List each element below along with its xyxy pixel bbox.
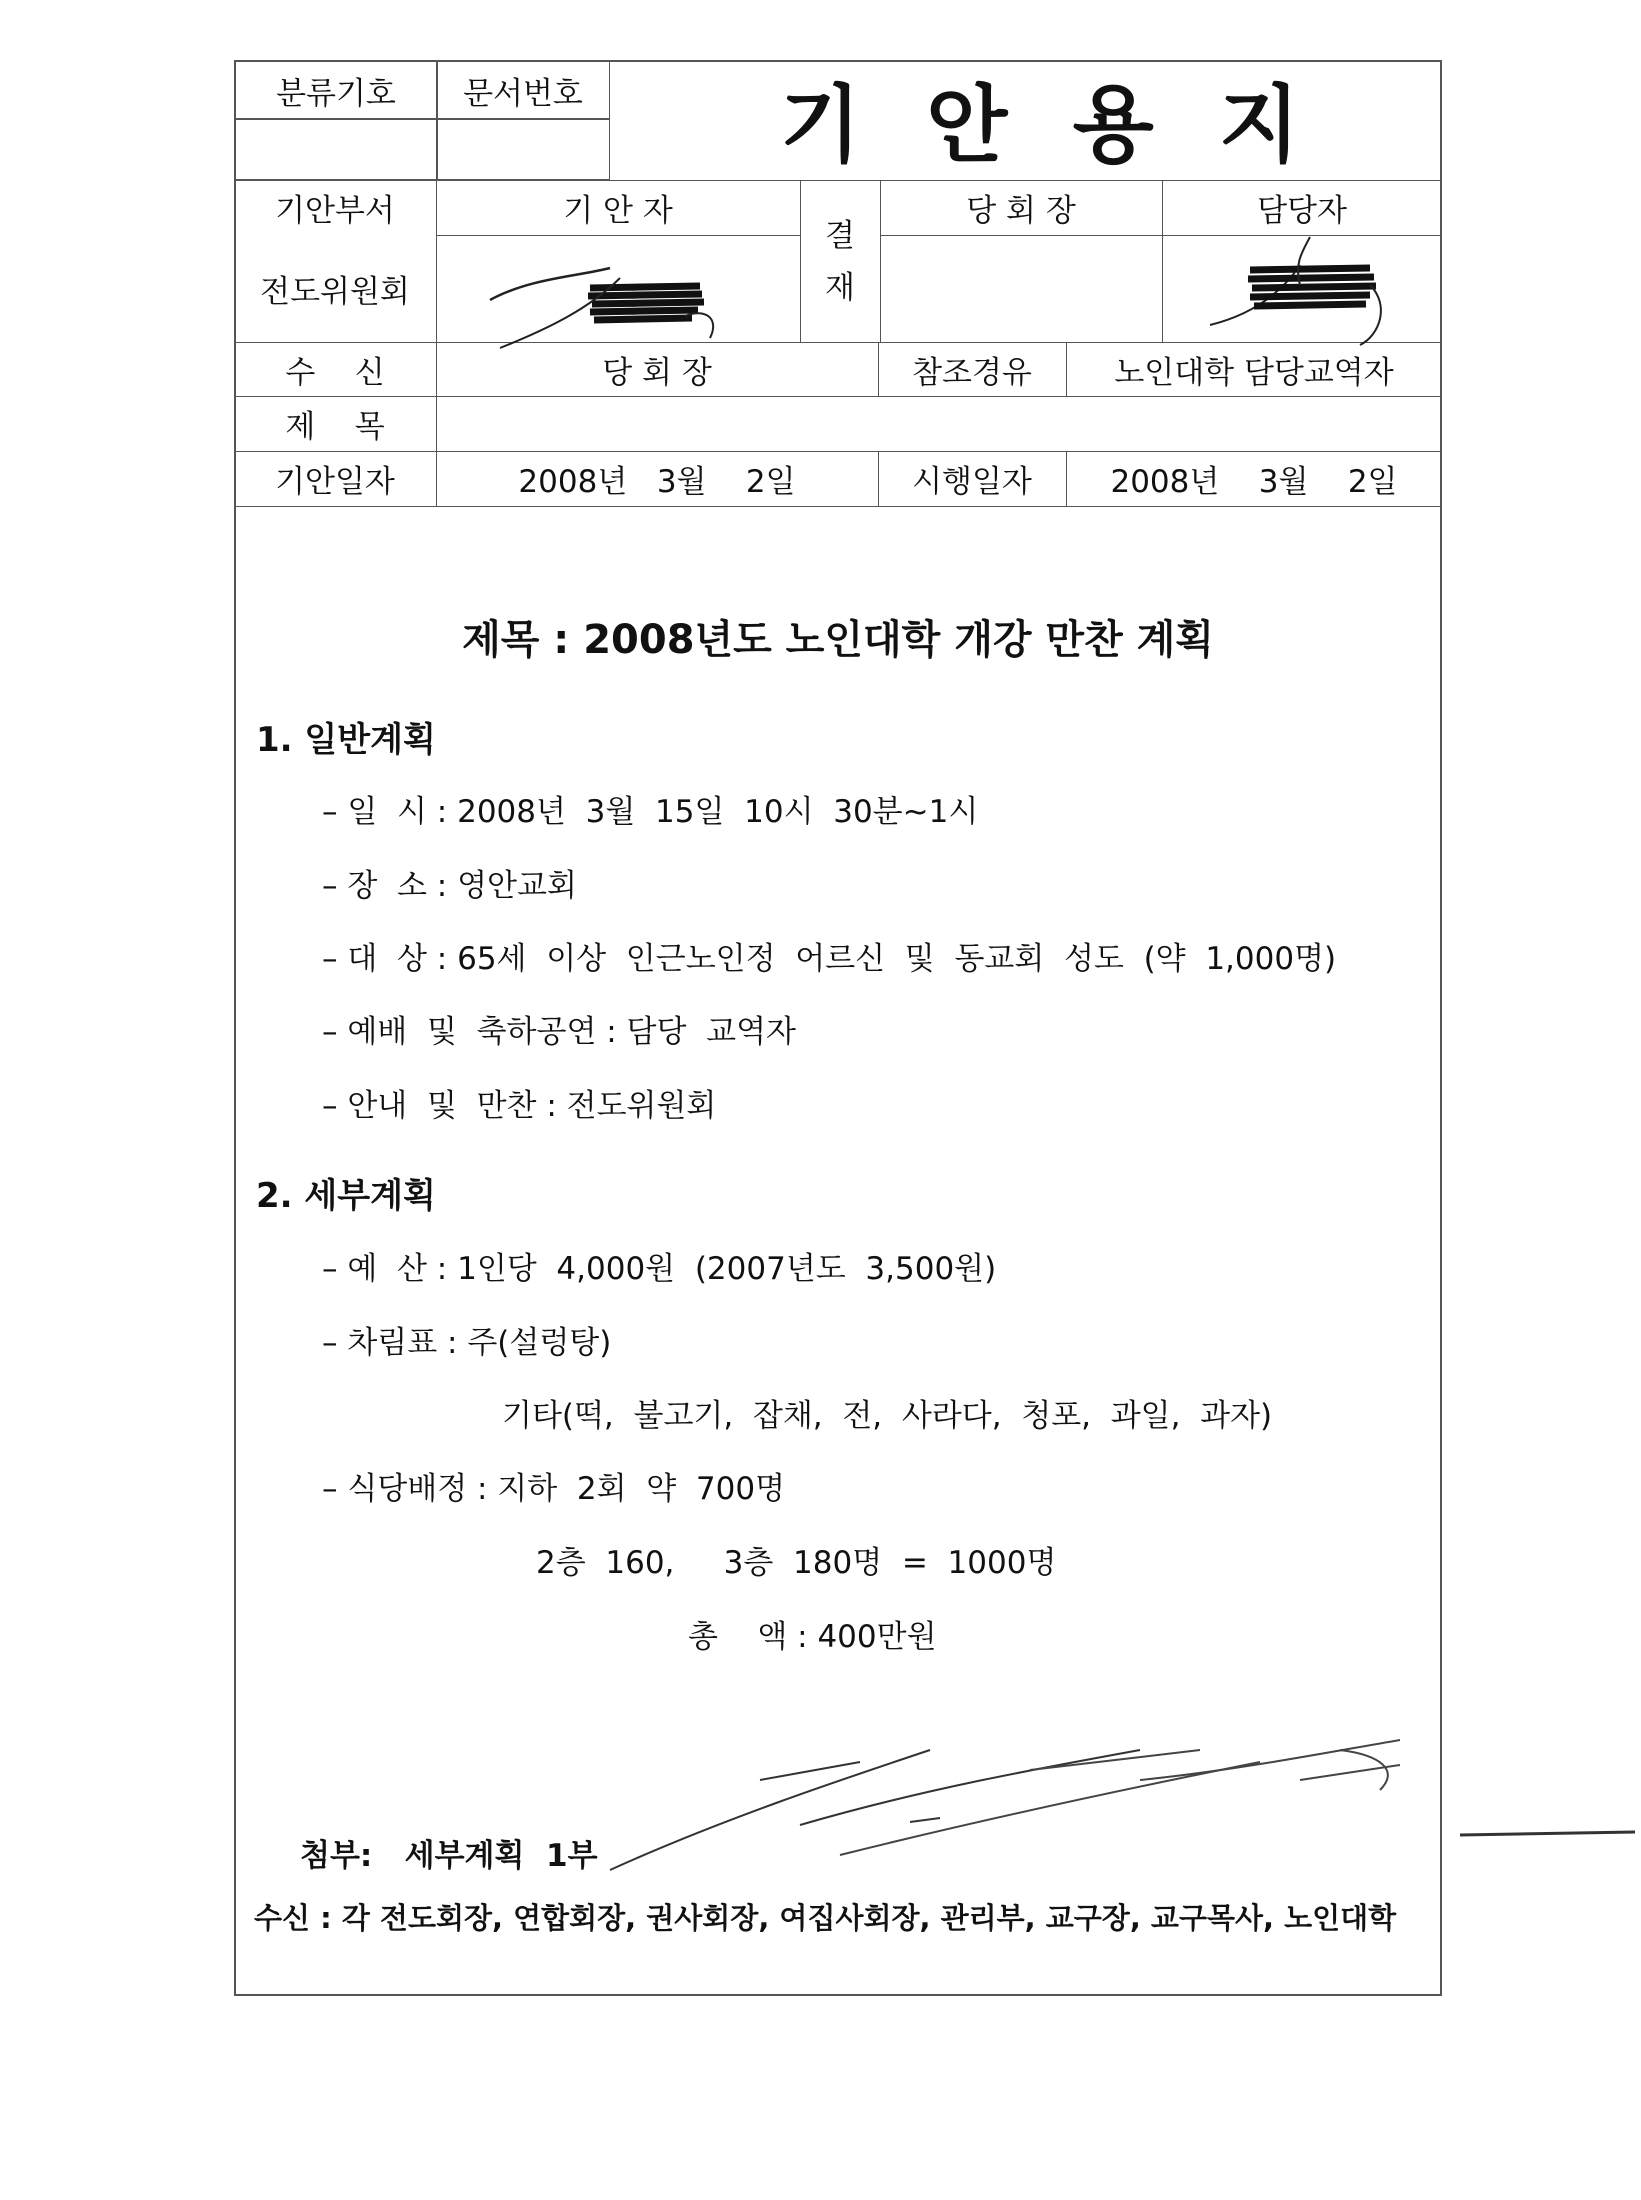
- classification-label: 분류기호: [276, 75, 396, 112]
- menu-other-line: 기타(떡, 불고기, 잡채, 전, 사라다, 청포, 과일, 과자): [502, 1398, 1273, 1434]
- section1-item: – 대 상 : 65세 이상 인근노인정 어르신 및 동교회 성도 (약 1,000명): [322, 941, 1337, 977]
- dining-line-1: – 식당배정 : 지하 2회 약 700명: [322, 1471, 786, 1507]
- exec-date-label: 시행일자: [912, 464, 1032, 500]
- approval-label-top: 결: [825, 218, 855, 254]
- reference-value: 노인대학 담당교역자: [1114, 354, 1394, 391]
- document-number-value-cell: [436, 118, 610, 180]
- form-title-char-4: 지: [1218, 75, 1300, 174]
- form-title-char-3: 용: [1072, 75, 1154, 174]
- recipient-label: 수 신: [285, 354, 385, 391]
- section1-title: 1. 일반계획: [256, 720, 436, 760]
- reference-label: 참조경유: [912, 354, 1032, 391]
- section2-title: 2. 세부계획: [256, 1176, 436, 1216]
- attachment-line: 첨부: 세부계획 1부: [300, 1838, 598, 1874]
- section1-item: – 예배 및 축하공연 : 담당 교역자: [322, 1014, 796, 1050]
- form-title-char-2: 안: [926, 75, 1008, 174]
- dining-line-2: 2층 160, 3층 180명 = 1000명: [536, 1545, 1057, 1581]
- menu-main-line: – 차림표 : 주(설렁탕): [322, 1325, 612, 1361]
- document-number-label: 문서번호: [463, 75, 583, 112]
- section1-item: – 장 소 : 영안교회: [322, 868, 577, 904]
- dept-label: 기안부서: [275, 193, 395, 229]
- subject-label: 제 목: [285, 409, 385, 445]
- approval-label-bottom: 재: [825, 270, 855, 306]
- manager-signature-redacted: [1190, 225, 1420, 355]
- grid-line: [234, 506, 1442, 507]
- exec-date-value: 2008년 3월 2일: [1110, 464, 1398, 500]
- grid-line: [800, 180, 801, 342]
- draft-date-label: 기안일자: [275, 464, 395, 500]
- classification-value-cell: [234, 118, 438, 180]
- form-title: [780, 68, 1300, 174]
- draft-date-value: 2008년 3월 2일: [518, 464, 796, 500]
- drafter-label: 기 안 자: [563, 193, 673, 229]
- chairman-label: 당 회 장: [966, 193, 1076, 229]
- drafter-signature-redacted: [470, 238, 770, 358]
- manager-label: 담당자: [1257, 193, 1347, 229]
- dept-value: 전도위원회: [260, 274, 410, 310]
- distribution-line: 수신 : 각 전도회장, 연합회장, 권사회장, 여집사회장, 관리부, 교구장, 교구목사, 노인대학: [254, 1901, 1397, 1935]
- section1-item: – 안내 및 만찬 : 전도위원회: [322, 1088, 717, 1124]
- total-line: 총 액 : 400만원: [688, 1619, 937, 1655]
- bottom-signature-redacted: [600, 1710, 1640, 1880]
- recipient-value: 당 회 장: [602, 354, 712, 391]
- document-number-label-cell: [436, 60, 610, 120]
- budget-line: – 예 산 : 1인당 4,000원 (2007년도 3,500원): [322, 1251, 997, 1287]
- document-title: 제목 : 2008년도 노인대학 개강 만찬 계획: [462, 617, 1214, 663]
- classification-label-cell: [234, 60, 438, 120]
- form-title-char-1: 기: [780, 75, 862, 174]
- section1-item: – 일 시 : 2008년 3월 15일 10시 30분~1시: [322, 794, 979, 830]
- grid-line: [436, 235, 800, 236]
